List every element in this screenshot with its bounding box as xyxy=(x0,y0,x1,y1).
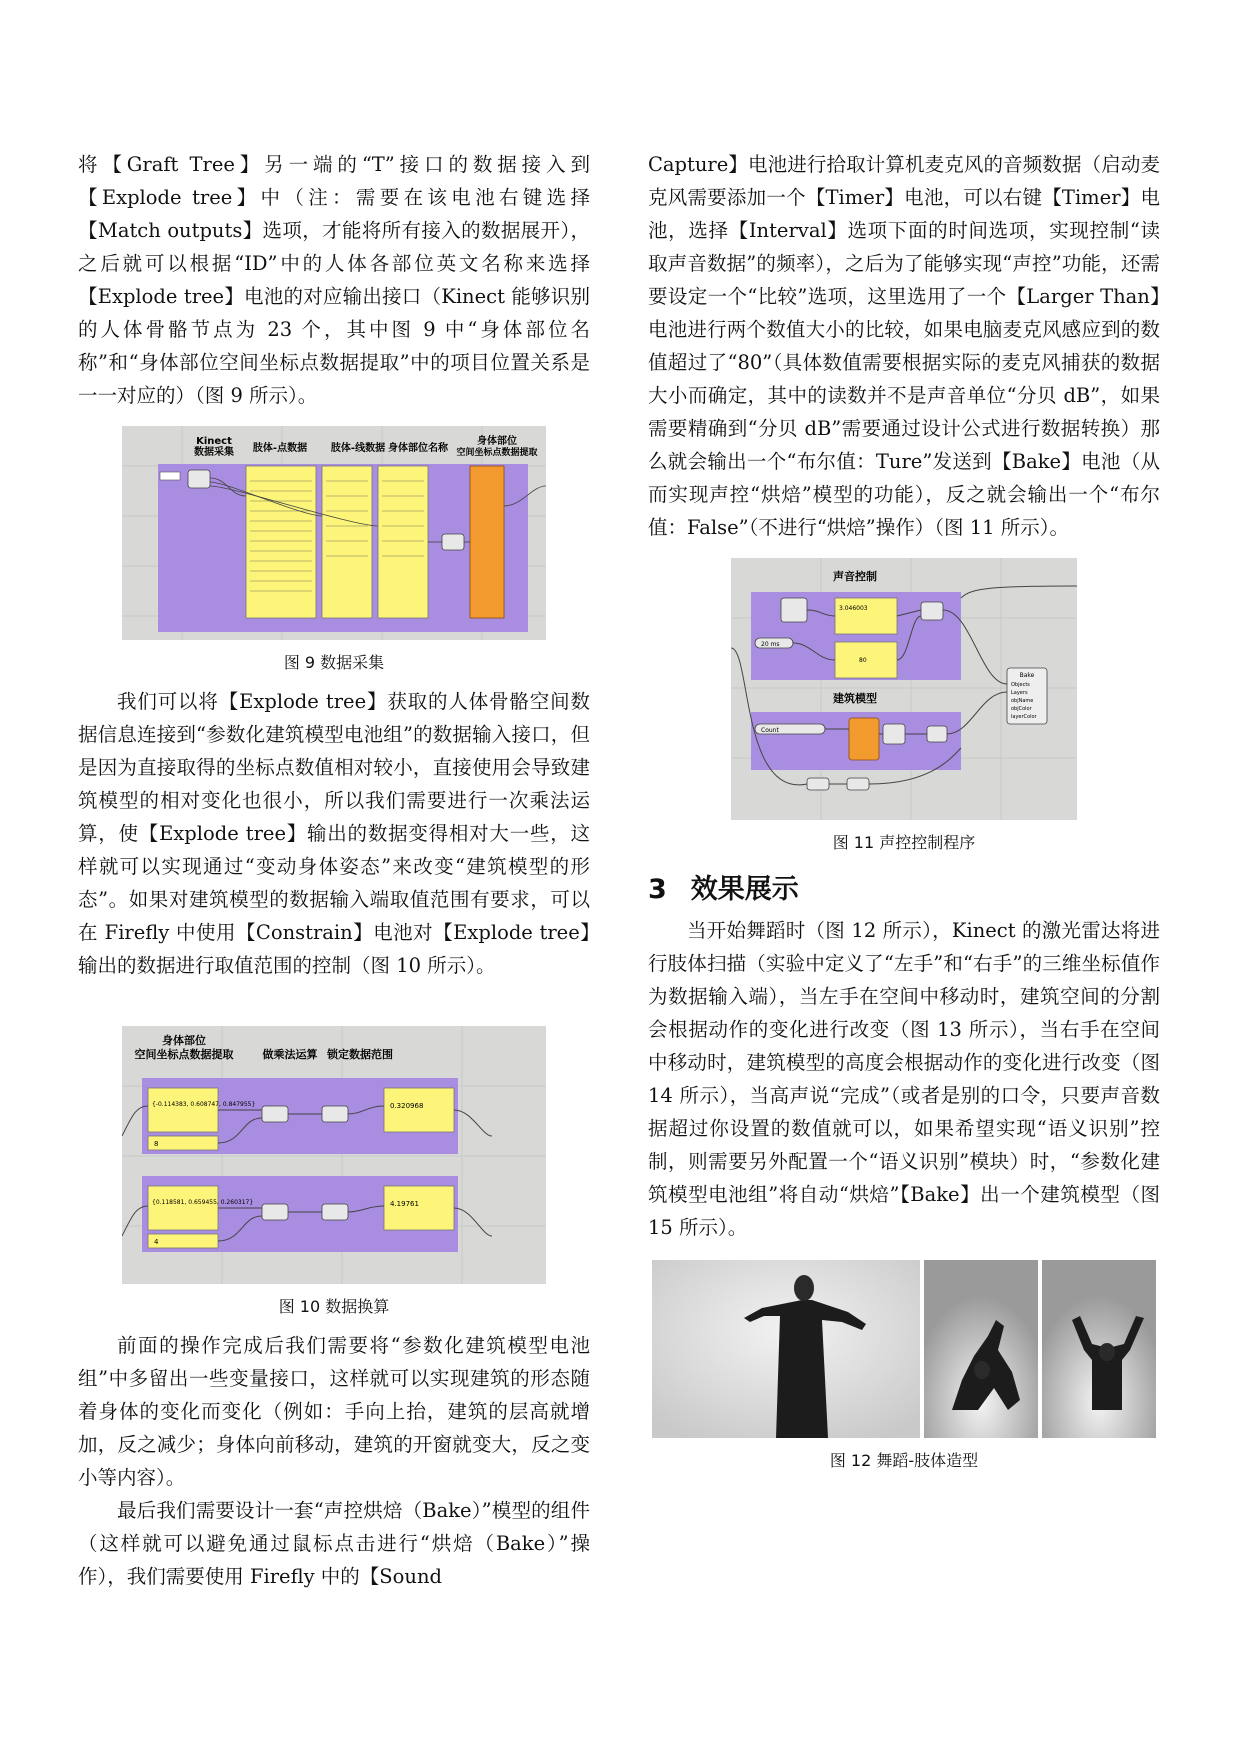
dance-photo-2 xyxy=(924,1260,1038,1438)
fig10-panel1-value: {-0.114383, 0.608747, 0.847955} xyxy=(152,1101,256,1108)
fig11-group-sound: 声音控制 xyxy=(833,570,877,583)
fig10-header-extract: 空间坐标点数据提取 xyxy=(134,1048,234,1061)
right-para-2: 当开始舞蹈时（图 12 所示），Kinect 的激光雷达将进行肢体扫描（实验中定义了“左手”和“右手”的三维坐标值作为数据输入端），当左手在空间中移动时，建筑空间的分割会根据动作的变化进行改变（图 13 所示），当右手在空间中移动时，建筑模型的高度会根据动作的变化进行改变（图 14 所示），当高声说“完成”（或者是别的口令，只要声音数据超过你设置的数值就可以，如果希望实现“语义识别”控制，则需要另外配置一个“语义识别”模块）时，“参数化建筑模型电池组”将自动“烘焙”【Bake】出一个建筑模型（图 15 所示）。 xyxy=(648,919,1160,1239)
fig9-header-lines: 肢体-线数据 xyxy=(330,443,386,454)
fig11-timer: 20 ms xyxy=(761,641,780,648)
fig9-header-names: 身体部位名称 xyxy=(388,443,448,454)
left-para-3: 前面的操作完成后我们需要将“参数化建筑模型电池组”中多留出一些变量接口，这样就可以实现建筑的形态随着身体的变化而变化（例如：手向上抬，建筑的层高就增加，反之减少；身体向前移动，建筑的开窗就变大，反之变小等内容）。 xyxy=(78,1334,590,1489)
left-para-4: 最后我们需要设计一套“声控烘焙（Bake）”模型的组件（这样就可以避免通过鼠标点击进行“烘焙（Bake）”操作），我们需要使用 Firefly 中的【Sound xyxy=(78,1499,590,1588)
figure-11 xyxy=(731,558,1077,820)
fig10-panel2-const: 4 xyxy=(154,1238,159,1246)
figure-11-caption: 图 11 声控控制程序 xyxy=(832,833,976,852)
fig10-panel1-const: 8 xyxy=(154,1140,159,1148)
figure-11-graphic xyxy=(731,558,1077,820)
section-heading xyxy=(648,867,1160,906)
fig10-panel2-value: {0.118581, 0.659455, 0.260317} xyxy=(152,1199,254,1206)
dance-photo-1 xyxy=(652,1260,920,1438)
section-number: 3 xyxy=(648,874,667,905)
figure-12-caption: 图 12 舞蹈-肢体造型 xyxy=(829,1451,979,1470)
left-para-2: 我们可以将【Explode tree】获取的人体骨骼空间数据信息连接到“参数化建筑模型电池组”的数据输入接口，但是因为直接取得的坐标点数值相对较小，直接使用会导致建筑模型的相对变化也很小，所以我们需要进行一次乘法运算，使【Explode tree】输出的数据变得相对大一些，这样就可以实现通过“变动身体姿态”来改变“建筑模型的形态”。如果对建筑模型的数据输入端取值范围有要求，可以在 Firefly 中使用【Constrain】电池对【Explode tree】输出的数据进行取值范围的控制（图 10 所示）。 xyxy=(78,690,590,977)
left-para-1: 将【Graft Tree】另一端的“T”接口的数据接入到【Explode tree】中（注：需要在该电池右键选择【Match outputs】选项，才能将所有接入的数据展开），之后就可以根据“ID”中的人体各部位英文名称来选择【Explode tree】电池的对应输出接口（Kinect 能够识别的人体骨骼节点为 23 个，其中图 9 中“身体部位名称”和“身体部位空间坐标点数据提取”中的项目位置关系是一一对应的）（图 9 所示）。 xyxy=(78,153,590,407)
figure-9-caption: 图 9 数据采集 xyxy=(283,653,385,672)
fig11-group-model: 建筑模型 xyxy=(833,692,877,705)
fig10-header-multiply: 做乘法运算 xyxy=(262,1048,318,1061)
fig10-panel1-result: 0.320968 xyxy=(390,1102,424,1110)
left-column xyxy=(78,148,590,1593)
fig11-panel-b: 80 xyxy=(859,657,867,664)
fig11-count: Count xyxy=(761,727,779,734)
fig11-bake-port: Objects xyxy=(1011,682,1030,688)
fig9-header-capture: 数据采集 xyxy=(194,447,234,458)
figure-10-caption: 图 10 数据换算 xyxy=(278,1297,390,1316)
fig10-header-constrain: 锁定数据范围 xyxy=(327,1048,393,1061)
fig11-bake-port: objColor xyxy=(1011,706,1032,712)
figure-10-graphic xyxy=(122,1026,546,1284)
fig11-bake-port: layerColor xyxy=(1011,714,1037,720)
figure-12 xyxy=(652,1260,1156,1438)
fig10-panel2-result: 4.19761 xyxy=(390,1200,419,1208)
fig9-header-kinect: Kinect xyxy=(196,436,232,447)
fig9-header-points: 肢体-点数据 xyxy=(252,443,308,454)
right-column xyxy=(648,148,1160,1483)
fig11-bake-port: Layers xyxy=(1011,690,1028,696)
figure-12-photos xyxy=(652,1260,1156,1438)
figure-10 xyxy=(122,1026,546,1284)
fig9-header-extract: 空间坐标点数据提取 xyxy=(456,448,538,458)
fig11-bake-label: Bake xyxy=(1019,672,1035,679)
fig11-bake-port: objName xyxy=(1011,698,1034,704)
fig11-panel-a: 3.046003 xyxy=(839,605,868,612)
section-title: 效果展示 xyxy=(690,874,799,905)
figure-9-graphic xyxy=(122,426,546,640)
right-para-1: Capture】电池进行拾取计算机麦克风的音频数据（启动麦克风需要添加一个【Timer】电池，可以右键【Timer】电池，选择【Interval】选项下面的时间选项，实现控制“读取声音数据”的频率），之后为了能够实现“声控”功能，还需要设定一个“比较”选项，这里选用了一个【Larger Than】电池进行两个数值大小的比较，如果电脑麦克风感应到的数值超过了“80”（具体数值需要根据实际的麦克风捕获的数据大小而确定，其中的读数并不是声音单位“分贝 dB”，如果需要精确到“分贝 dB”需要通过设计公式进行数据转换）那么就会输出一个“布尔值：Ture”发送到【Bake】电池（从而实现声控“烘焙”模型的功能），反之就会输出一个“布尔值：False”（不进行“烘焙”操作）（图 11 所示）。 xyxy=(648,153,1160,539)
dance-photo-3 xyxy=(1042,1260,1156,1438)
fig9-header-body: 身体部位 xyxy=(477,436,517,447)
figure-9 xyxy=(122,426,546,640)
fig10-header-body: 身体部位 xyxy=(162,1034,206,1047)
